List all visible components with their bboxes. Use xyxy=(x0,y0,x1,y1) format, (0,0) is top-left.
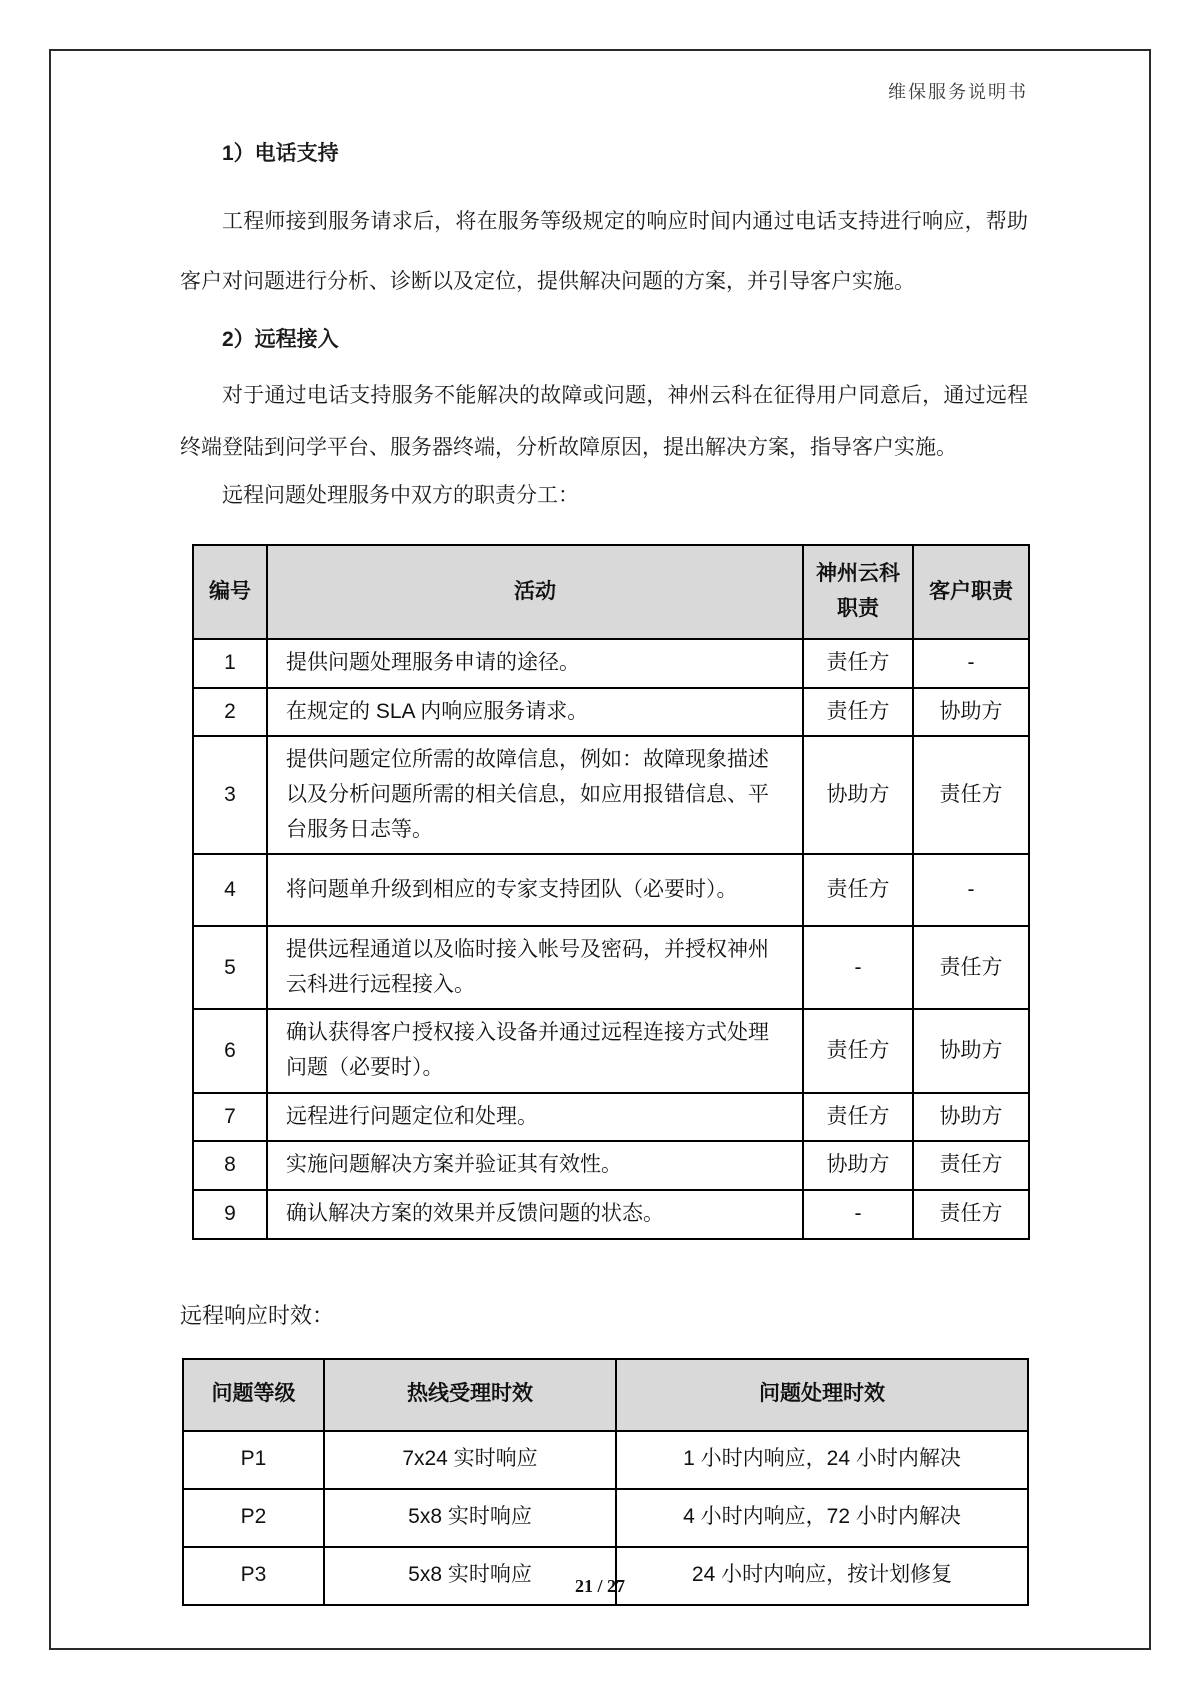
responsibility-cell: 提供问题处理服务申请的途径。 xyxy=(267,639,803,688)
responsibility-row xyxy=(193,1141,1029,1190)
responsibility-cell: 5 xyxy=(193,926,267,1009)
responsibility-cell: 9 xyxy=(193,1190,267,1239)
sla-cell: 5x8 实时响应 xyxy=(324,1489,616,1547)
sla-header-cell: 问题等级 xyxy=(183,1359,324,1431)
paragraph-phone-support: 工程师接到服务请求后，将在服务等级规定的响应时间内通过电话支持进行响应，帮助客户对问题进行分析、诊断以及定位，提供解决问题的方案，并引导客户实施。 xyxy=(180,210,1028,293)
responsibility-row xyxy=(193,688,1029,737)
responsibility-row xyxy=(193,854,1029,926)
sla-cell: 7x24 实时响应 xyxy=(324,1431,616,1489)
responsibility-header-row xyxy=(193,545,1029,639)
responsibility-cell: 确认获得客户授权接入设备并通过远程连接方式处理问题（必要时）。 xyxy=(267,1009,803,1092)
responsibility-cell: 责任方 xyxy=(913,736,1029,854)
responsibility-cell: 责任方 xyxy=(803,1009,913,1092)
responsibility-cell: 7 xyxy=(193,1093,267,1142)
responsibility-cell: 协助方 xyxy=(913,1009,1029,1092)
responsibility-cell: 协助方 xyxy=(803,1141,913,1190)
sla-cell: P1 xyxy=(183,1431,324,1489)
responsibility-cell: 责任方 xyxy=(913,926,1029,1009)
responsibility-cell: 8 xyxy=(193,1141,267,1190)
sla-cell: P2 xyxy=(183,1489,324,1547)
responsibility-cell: 协助方 xyxy=(803,736,913,854)
responsibility-cell: 责任方 xyxy=(803,688,913,737)
responsibility-cell: 在规定的 SLA 内响应服务请求。 xyxy=(267,688,803,737)
responsibility-cell: 3 xyxy=(193,736,267,854)
section-heading-phone-support: 1）电话支持 xyxy=(222,142,339,165)
responsibility-cell: 提供问题定位所需的故障信息，例如：故障现象描述以及分析问题所需的相关信息，如应用报错信息、平台服务日志等。 xyxy=(267,736,803,854)
responsibility-row xyxy=(193,1093,1029,1142)
responsibility-row xyxy=(193,736,1029,854)
responsibility-table-head xyxy=(193,545,1029,639)
responsibility-cell: - xyxy=(913,854,1029,926)
responsibility-cell: 责任方 xyxy=(803,639,913,688)
responsibility-cell: 6 xyxy=(193,1009,267,1092)
responsibility-cell: 2 xyxy=(193,688,267,737)
sla-cell: 24 小时内响应，按计划修复 xyxy=(616,1547,1028,1605)
responsibility-row xyxy=(193,1009,1029,1092)
responsibility-cell: - xyxy=(913,639,1029,688)
sla-cell: 4 小时内响应，72 小时内解决 xyxy=(616,1489,1028,1547)
responsibility-cell: 确认解决方案的效果并反馈问题的状态。 xyxy=(267,1190,803,1239)
paragraph-remote-access: 对于通过电话支持服务不能解决的故障或问题，神州云科在征得用户同意后，通过远程终端登陆到问学平台、服务器终端，分析故障原因，提出解决方案，指导客户实施。 xyxy=(180,384,1028,459)
page-number: 21 / 27 xyxy=(574,1576,625,1596)
sla-header-cell: 热线受理时效 xyxy=(324,1359,616,1431)
responsibility-cell: 协助方 xyxy=(913,688,1029,737)
responsibility-table-intro: 远程问题处理服务中双方的职责分工： xyxy=(222,484,579,507)
responsibility-cell: 1 xyxy=(193,639,267,688)
responsibility-cell: 协助方 xyxy=(913,1093,1029,1142)
section-heading-remote-access: 2）远程接入 xyxy=(222,328,339,351)
responsibility-cell: 责任方 xyxy=(803,854,913,926)
responsibility-header-cell: 活动 xyxy=(267,545,803,639)
sla-row xyxy=(183,1489,1028,1547)
responsibility-cell: 远程进行问题定位和处理。 xyxy=(267,1093,803,1142)
sla-header-cell: 问题处理时效 xyxy=(616,1359,1028,1431)
responsibility-header-cell: 编号 xyxy=(193,545,267,639)
sla-row xyxy=(183,1431,1028,1489)
document-title-header: 维保服务说明书 xyxy=(888,82,1028,102)
sla-cell: P3 xyxy=(183,1547,324,1605)
sla-heading: 远程响应时效： xyxy=(180,1302,335,1328)
sla-table-head xyxy=(183,1359,1028,1431)
responsibility-row xyxy=(193,926,1029,1009)
sla-header-row xyxy=(183,1359,1028,1431)
responsibility-row xyxy=(193,1190,1029,1239)
responsibility-cell: - xyxy=(803,1190,913,1239)
sla-cell: 5x8 实时响应 xyxy=(324,1547,616,1605)
responsibility-cell: 将问题单升级到相应的专家支持团队（必要时）。 xyxy=(267,854,803,926)
responsibility-cell: - xyxy=(803,926,913,1009)
sla-table xyxy=(182,1358,1029,1606)
responsibility-header-cell: 神州云科职责 xyxy=(803,545,913,639)
responsibility-cell: 责任方 xyxy=(913,1190,1029,1239)
responsibility-table xyxy=(192,544,1030,1240)
responsibility-header-cell: 客户职责 xyxy=(913,545,1029,639)
responsibility-cell: 责任方 xyxy=(913,1141,1029,1190)
responsibility-cell: 实施问题解决方案并验证其有效性。 xyxy=(267,1141,803,1190)
sla-cell: 1 小时内响应，24 小时内解决 xyxy=(616,1431,1028,1489)
responsibility-table-body xyxy=(193,639,1029,1239)
responsibility-cell: 责任方 xyxy=(803,1093,913,1142)
responsibility-cell: 提供远程通道以及临时接入帐号及密码，并授权神州云科进行远程接入。 xyxy=(267,926,803,1009)
responsibility-row xyxy=(193,639,1029,688)
responsibility-cell: 4 xyxy=(193,854,267,926)
